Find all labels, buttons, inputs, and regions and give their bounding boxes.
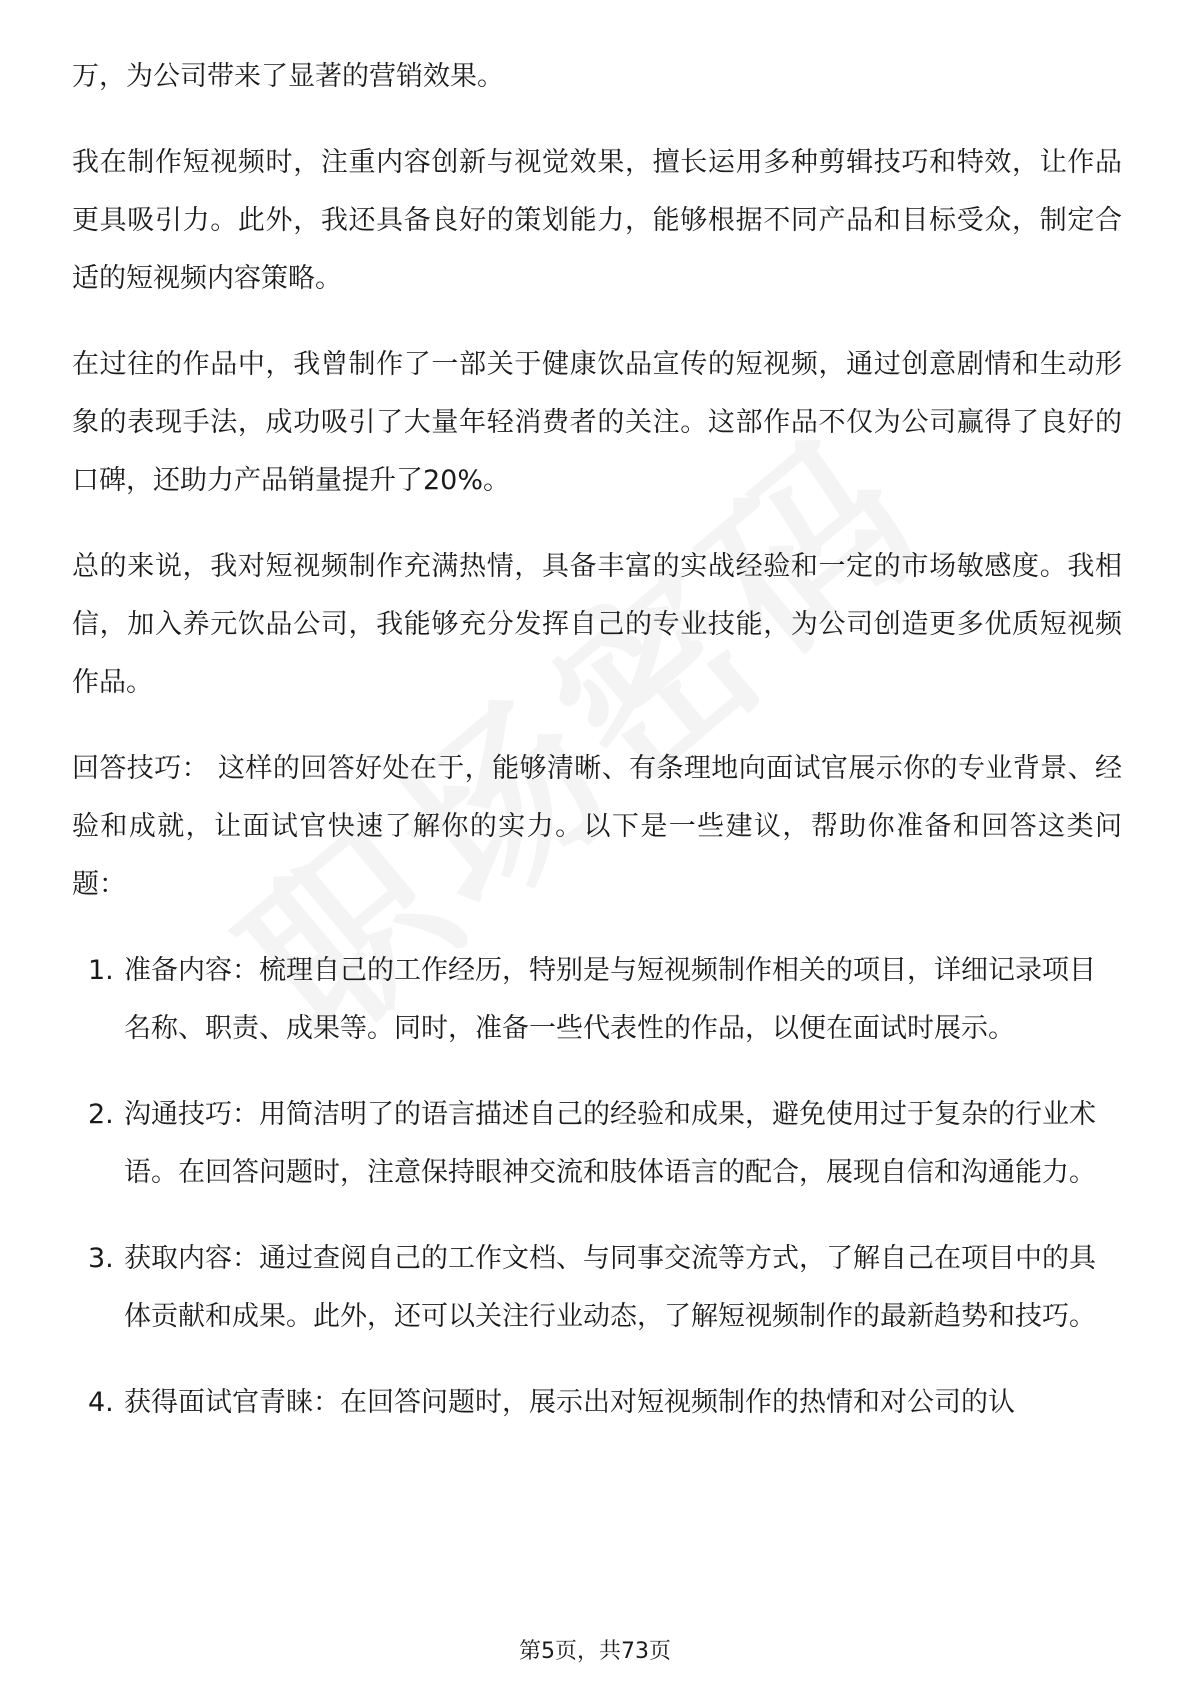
document-body — [72, 48, 1122, 1460]
list-item — [72, 942, 1122, 1058]
page-number: 第5页，共73页 — [519, 1639, 671, 1664]
list-item — [72, 1086, 1122, 1202]
paragraph: 万，为公司带来了显著的营销效果。 — [72, 61, 504, 92]
list-item-number: 2. — [88, 1099, 114, 1130]
paragraph: 总的来说，我对短视频制作充满热情，具备丰富的实战经验和一定的市场敏感度。我相信，加入养元饮品公司，我能够充分发挥自己的专业技能，为公司创造更多优质短视频作品。 — [72, 551, 1122, 698]
paragraph: 在过往的作品中，我曾制作了一部关于健康饮品宣传的短视频，通过创意剧情和生动形象的表现手法，成功吸引了大量年轻消费者的关注。这部作品不仅为公司赢得了良好的口碑，还助力产品销量提升了20%。 — [72, 349, 1122, 496]
list-item-text: 准备内容：梳理自己的工作经历，特别是与短视频制作相关的项目，详细记录项目名称、职责、成果等。同时，准备一些代表性的作品，以便在面试时展示。 — [124, 955, 1096, 1044]
list-item-text: 沟通技巧：用简洁明了的语言描述自己的经验和成果，避免使用过于复杂的行业术语。在回答问题时，注意保持眼神交流和肢体语言的配合，展现自信和沟通能力。 — [124, 1099, 1096, 1188]
list-item-number: 4. — [88, 1387, 114, 1418]
answer-tips-paragraph: 回答技巧： 这样的回答好处在于，能够清晰、有条理地向面试官展示你的专业背景、经验和成就，让面试官快速了解你的实力。以下是一些建议，帮助你准备和回答这类问题： — [72, 753, 1122, 900]
paragraph: 我在制作短视频时，注重内容创新与视觉效果，擅长运用多种剪辑技巧和特效，让作品更具吸引力。此外，我还具备良好的策划能力，能够根据不同产品和目标受众，制定合适的短视频内容策略。 — [72, 147, 1122, 294]
list-item-number: 3. — [88, 1243, 114, 1274]
list-item-text: 获得面试官青睐：在回答问题时，展示出对短视频制作的热情和对公司的认 — [124, 1387, 1015, 1418]
list-item — [72, 1230, 1122, 1346]
list-item — [72, 1374, 1122, 1432]
list-item-text: 获取内容：通过查阅自己的工作文档、与同事交流等方式，了解自己在项目中的具体贡献和成果。此外，还可以关注行业动态，了解短视频制作的最新趋势和技巧。 — [124, 1243, 1096, 1332]
list-item-number: 1. — [88, 955, 114, 986]
tips-list — [72, 942, 1122, 1432]
